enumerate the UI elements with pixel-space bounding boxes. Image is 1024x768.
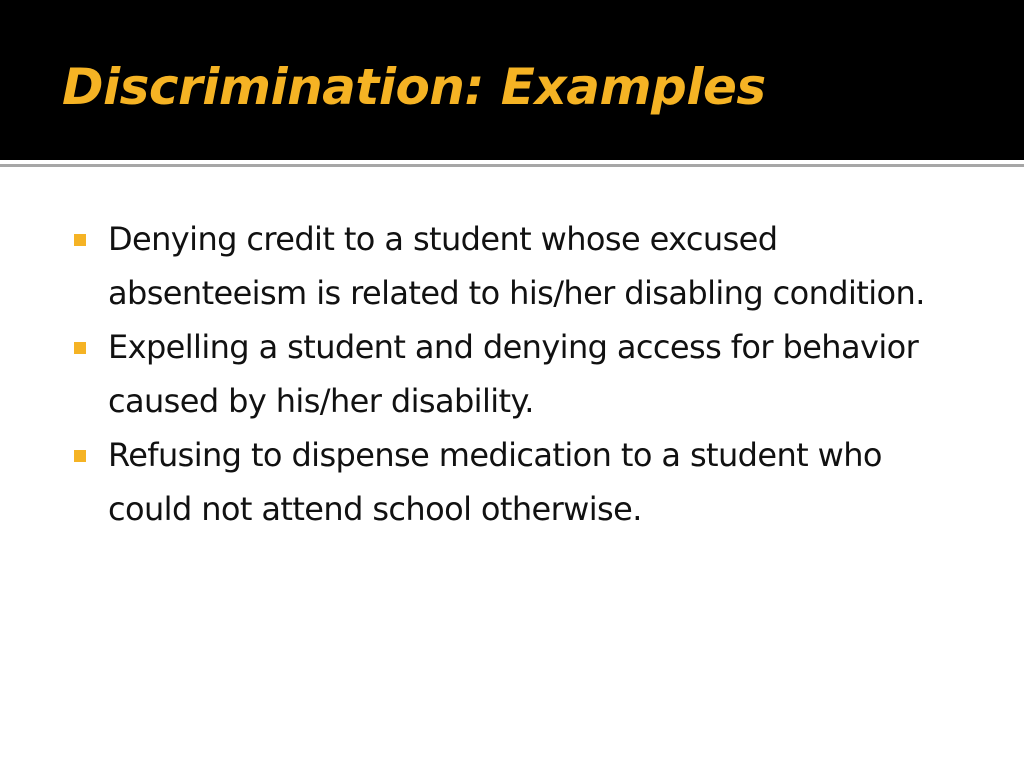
bullet-item [74,320,974,428]
slide-title: Discrimination: Examples [62,58,766,116]
square-bullet-icon [74,342,86,354]
title-divider-gray [0,164,1024,167]
title-bar [0,0,1024,160]
square-bullet-icon [74,234,86,246]
square-bullet-icon [74,450,86,462]
bullet-text: Refusing to dispense medication to a student who could not attend school otherwise. [108,436,882,528]
bullet-item [74,212,974,320]
bullet-item [74,428,974,536]
bullet-text: Denying credit to a student whose excused absenteeism is related to his/her disabling condition. [108,220,925,312]
bullet-text: Expelling a student and denying access for behavior caused by his/her disability. [108,328,919,420]
bullet-list [74,212,974,536]
